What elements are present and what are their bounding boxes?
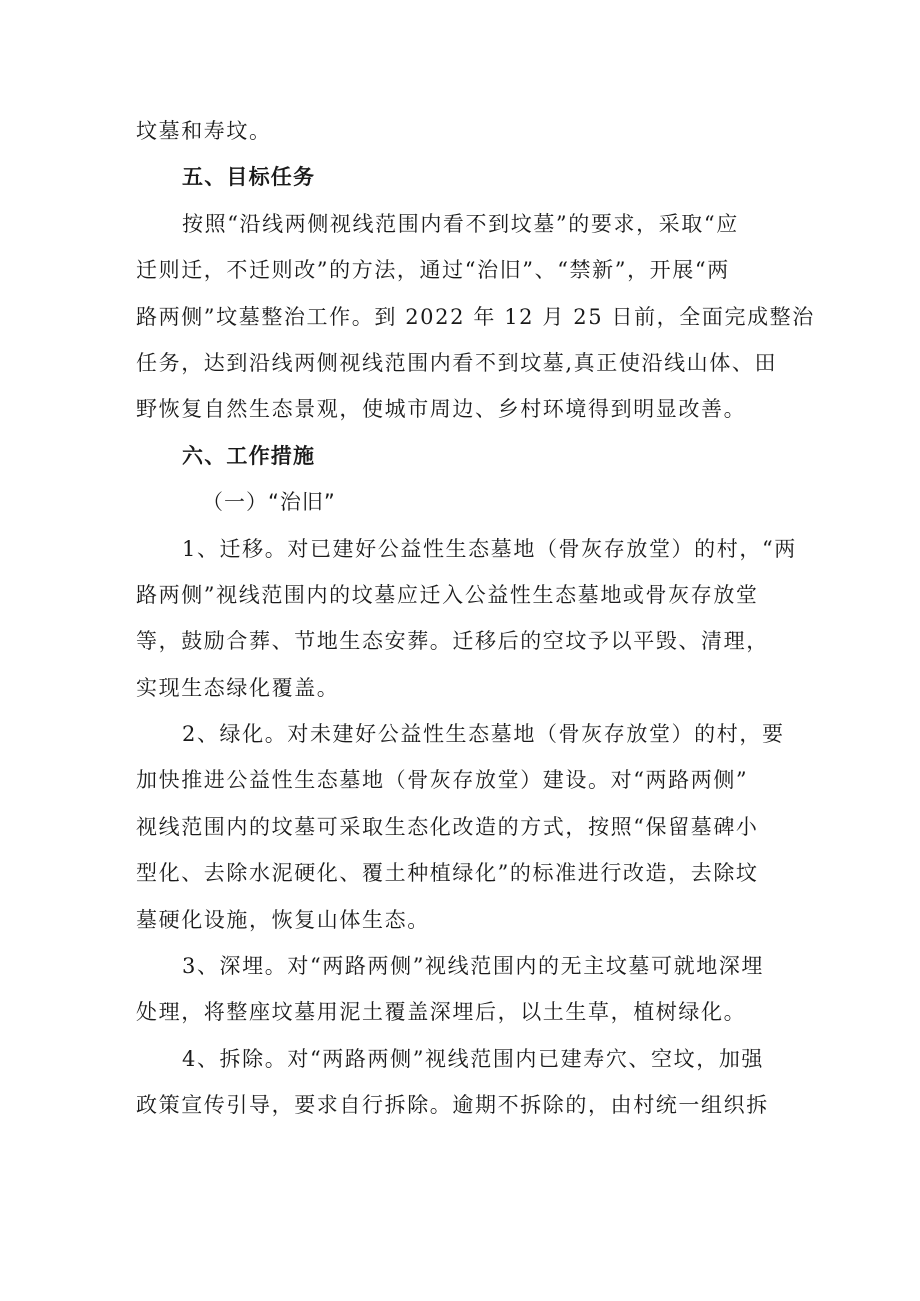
section-heading-goals: 五、目标任务 <box>182 165 316 190</box>
paragraph-line: 路两侧”视线范围内的坟墓应迁入公益性生态墓地或骨灰存放堂 <box>136 582 759 607</box>
paragraph-line: 4、拆除。对“两路两侧”视线范围内已建寿穴、空坟，加强 <box>182 1046 765 1071</box>
subsection-heading: （一）“治旧” <box>202 490 336 515</box>
paragraph-line: 2、绿化。对未建好公益性生态墓地（骨灰存放堂）的村，要 <box>182 722 785 747</box>
paragraph-line: 1、迁移。对已建好公益性生态墓地（骨灰存放堂）的村，“两 <box>182 536 797 561</box>
document-page <box>136 108 815 1129</box>
paragraph-line: 迁则迁，不迁则改”的方法，通过“治旧”、“禁新”，开展“两 <box>136 258 730 283</box>
paragraph-line: 任务，达到沿线两侧视线范围内看不到坟墓,真正使沿线山体、田 <box>136 350 778 375</box>
paragraph-line: 墓硬化设施，恢复山体生态。 <box>136 907 430 932</box>
section-heading-measures: 六、工作措施 <box>182 443 316 468</box>
paragraph-line: 型化、去除水泥硬化、覆土种植绿化”的标准进行改造，去除坟 <box>136 861 759 886</box>
paragraph-line: 等，鼓励合葬、节地生态安葬。迁移后的空坟予以平毁、清理， <box>136 629 769 654</box>
paragraph-line: 视线范围内的坟墓可采取生态化改造的方式，按照“保留墓碑小 <box>136 814 759 839</box>
paragraph-line: 政策宣传引导，要求自行拆除。逾期不拆除的，由村统一组织拆 <box>136 1093 769 1118</box>
paragraph-line: 加快推进公益性生态墓地（骨灰存放堂）建设。对“两路两侧” <box>136 768 749 793</box>
paragraph-line: 坟墓和寿坟。 <box>136 119 272 143</box>
paragraph-line: 野恢复自然生态景观，使城市周边、乡村环境得到明显改善。 <box>136 397 747 422</box>
paragraph-line: 按照“沿线两侧视线范围内看不到坟墓”的要求，采取“应 <box>182 211 739 236</box>
paragraph-line: 处理，将整座坟墓用泥土覆盖深埋后，以土生草，植树绿化。 <box>136 1000 747 1025</box>
paragraph-line: 3、深埋。对“两路两侧”视线范围内的无主坟墓可就地深埋 <box>182 954 765 979</box>
paragraph-line: 实现生态绿化覆盖。 <box>136 675 340 700</box>
paragraph-line: 路两侧”坟墓整治工作。到 2022 年 12 月 25 日前，全面完成整治 <box>136 304 815 329</box>
